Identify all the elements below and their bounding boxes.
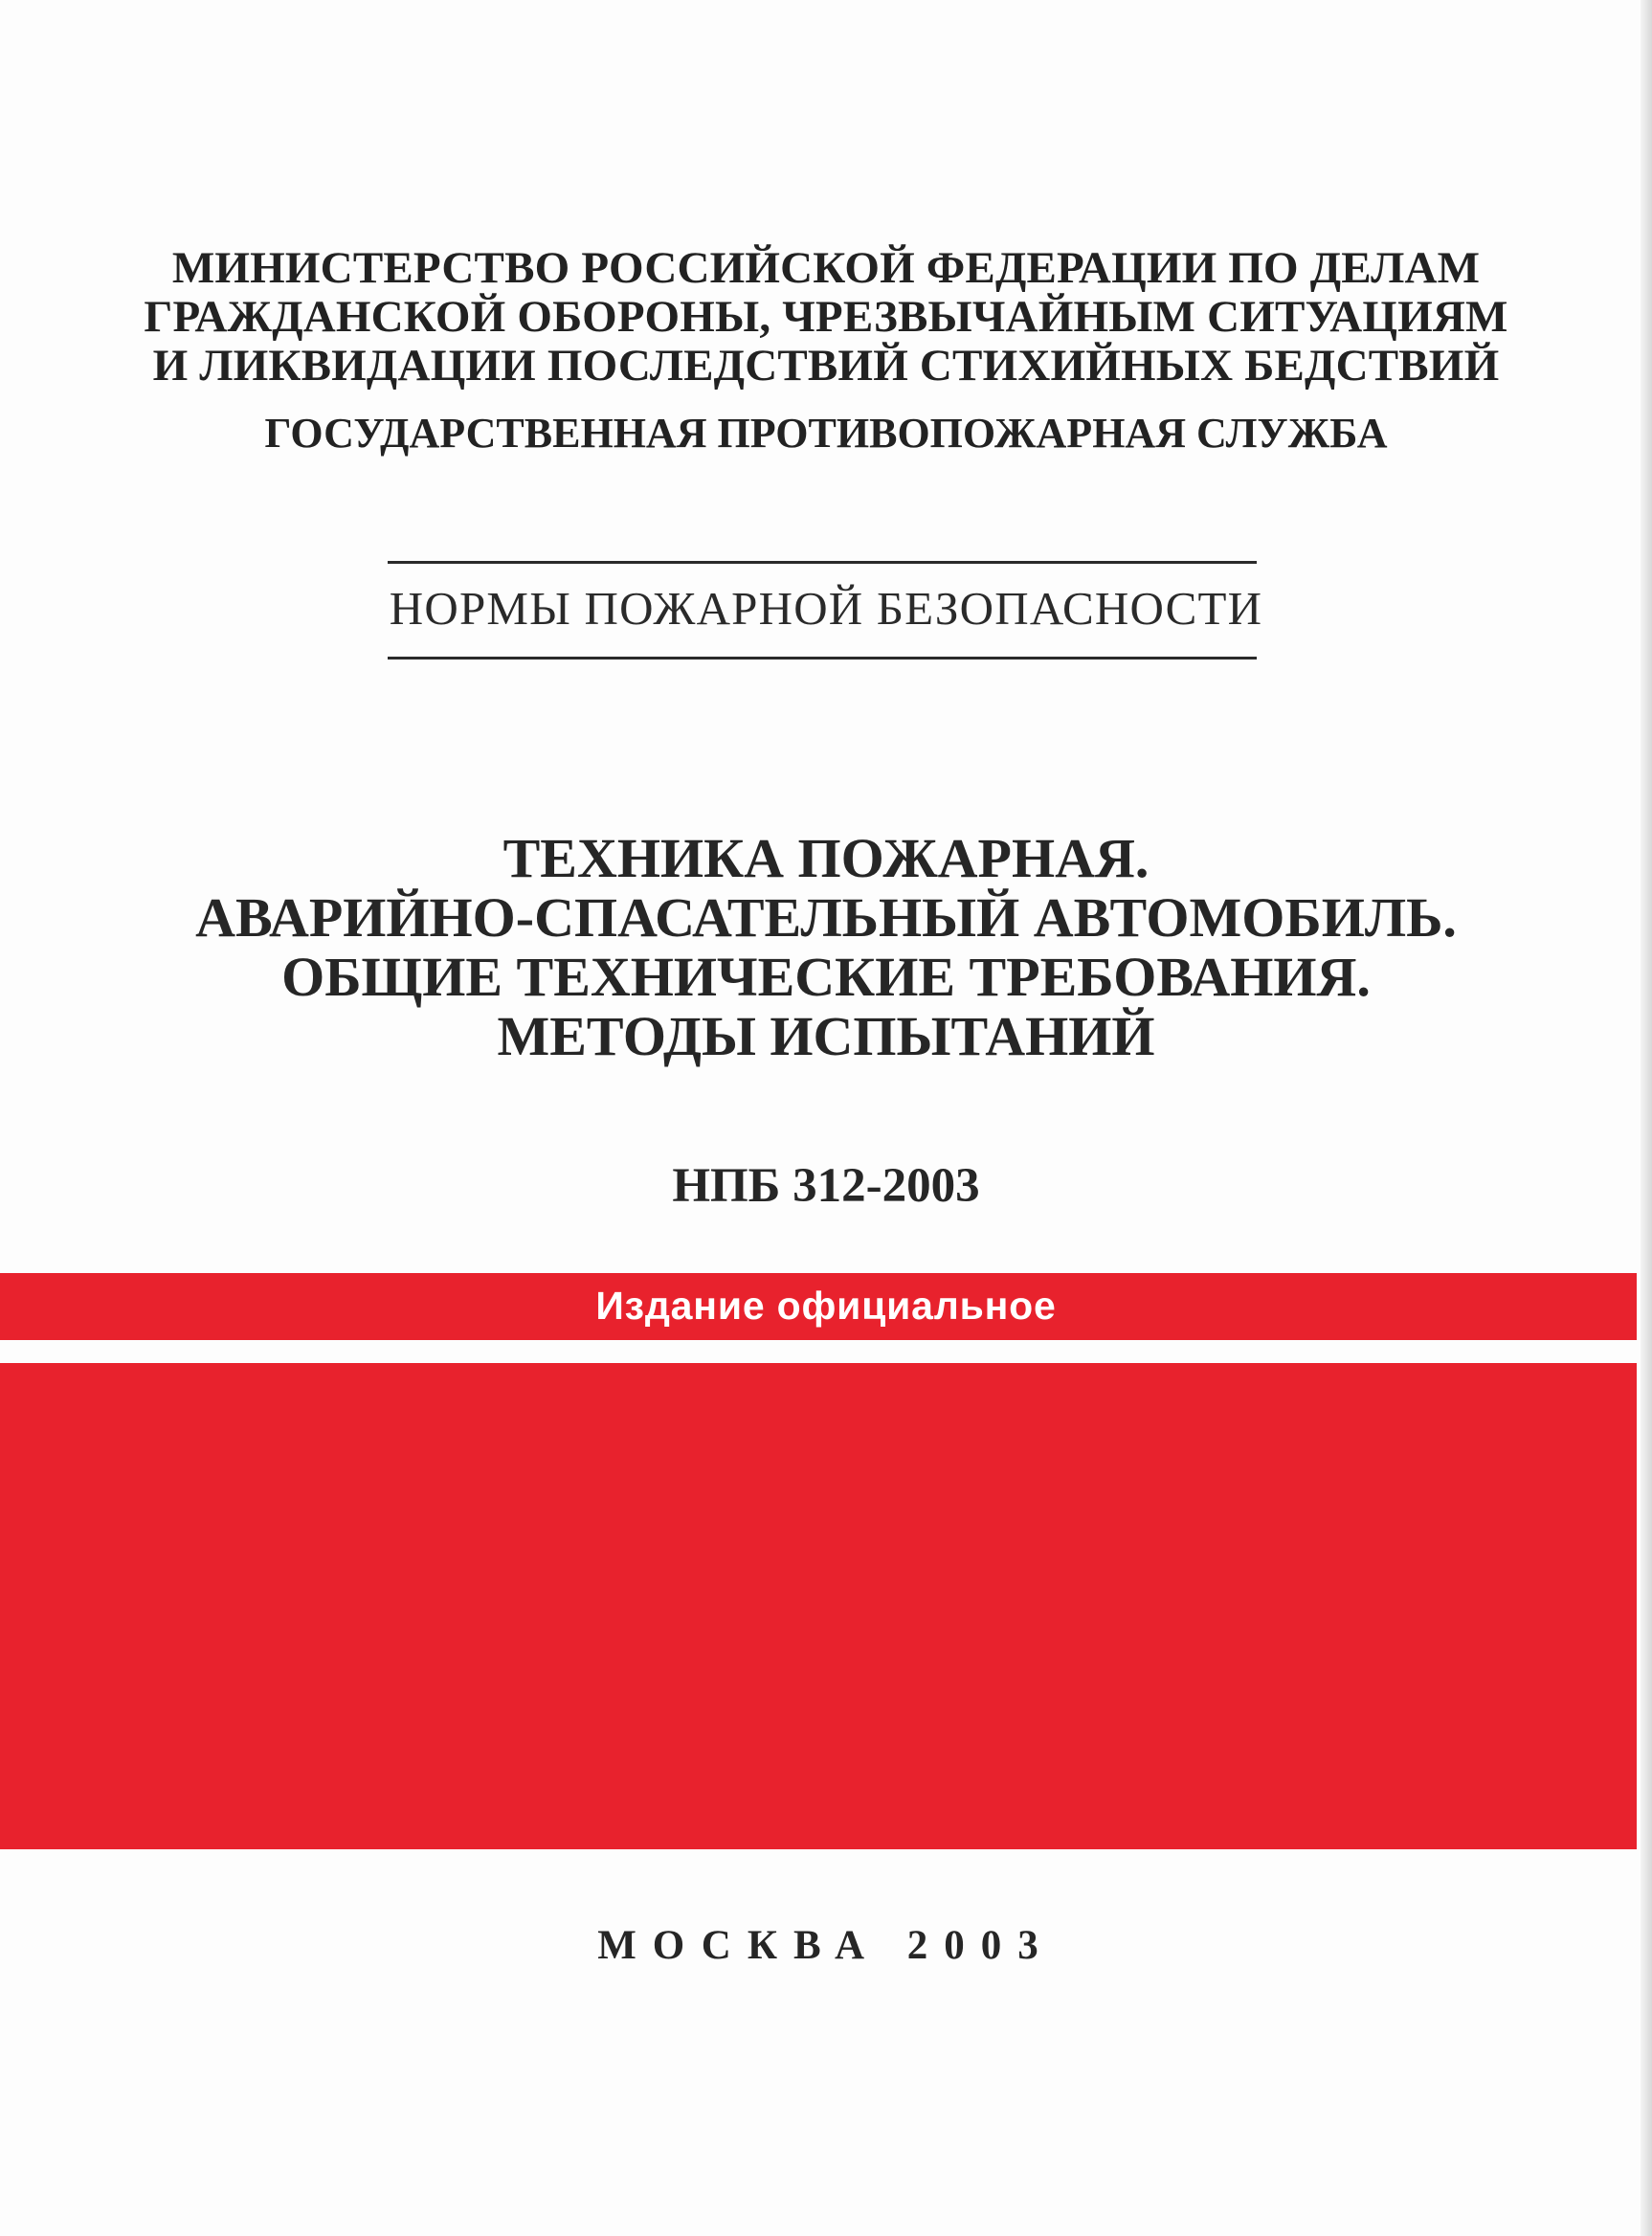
red-band-thick [0,1363,1637,1849]
service-name: ГОСУДАРСТВЕННАЯ ПРОТИВОПОЖАРНАЯ СЛУЖБА [264,410,1388,457]
series-title: НОРМЫ ПОЖАРНОЙ БЕЗОПАСНОСТИ [389,582,1263,635]
document-code: НПБ 312-2003 [672,1159,980,1213]
edition-label: Издание официальное [595,1284,1057,1328]
title-line-3: ОБЩИЕ ТЕХНИЧЕСКИЕ ТРЕБОВАНИЯ. [281,946,1371,1008]
title-line-4: МЕТОДЫ ИСПЫТАНИЙ [497,1005,1155,1067]
ministry-line-3: И ЛИКВИДАЦИИ ПОСЛЕДСТВИЙ СТИХИЙНЫХ БЕДСТВИЙ [152,341,1500,391]
ministry-line-1: МИНИСТЕРСТВО РОССИЙСКОЙ ФЕДЕРАЦИИ ПО ДЕЛАМ [171,243,1481,293]
page-edge [1641,0,1652,2236]
title-line-1: ТЕХНИКА ПОЖАРНАЯ. [502,827,1150,889]
series-rule-top [388,561,1257,564]
document-title [0,829,1652,1066]
series-rule-bottom [388,657,1257,660]
imprint-city-year: МОСКВА 2003 [597,1923,1055,1968]
ministry-line-2: ГРАЖДАНСКОЙ ОБОРОНЫ, ЧРЕЗВЫЧАЙНЫМ СИТУАЦИЯМ [144,292,1508,342]
title-line-2: АВАРИЙНО-СПАСАТЕЛЬНЫЙ АВТОМОБИЛЬ. [195,886,1457,949]
ministry-name [0,244,1652,391]
